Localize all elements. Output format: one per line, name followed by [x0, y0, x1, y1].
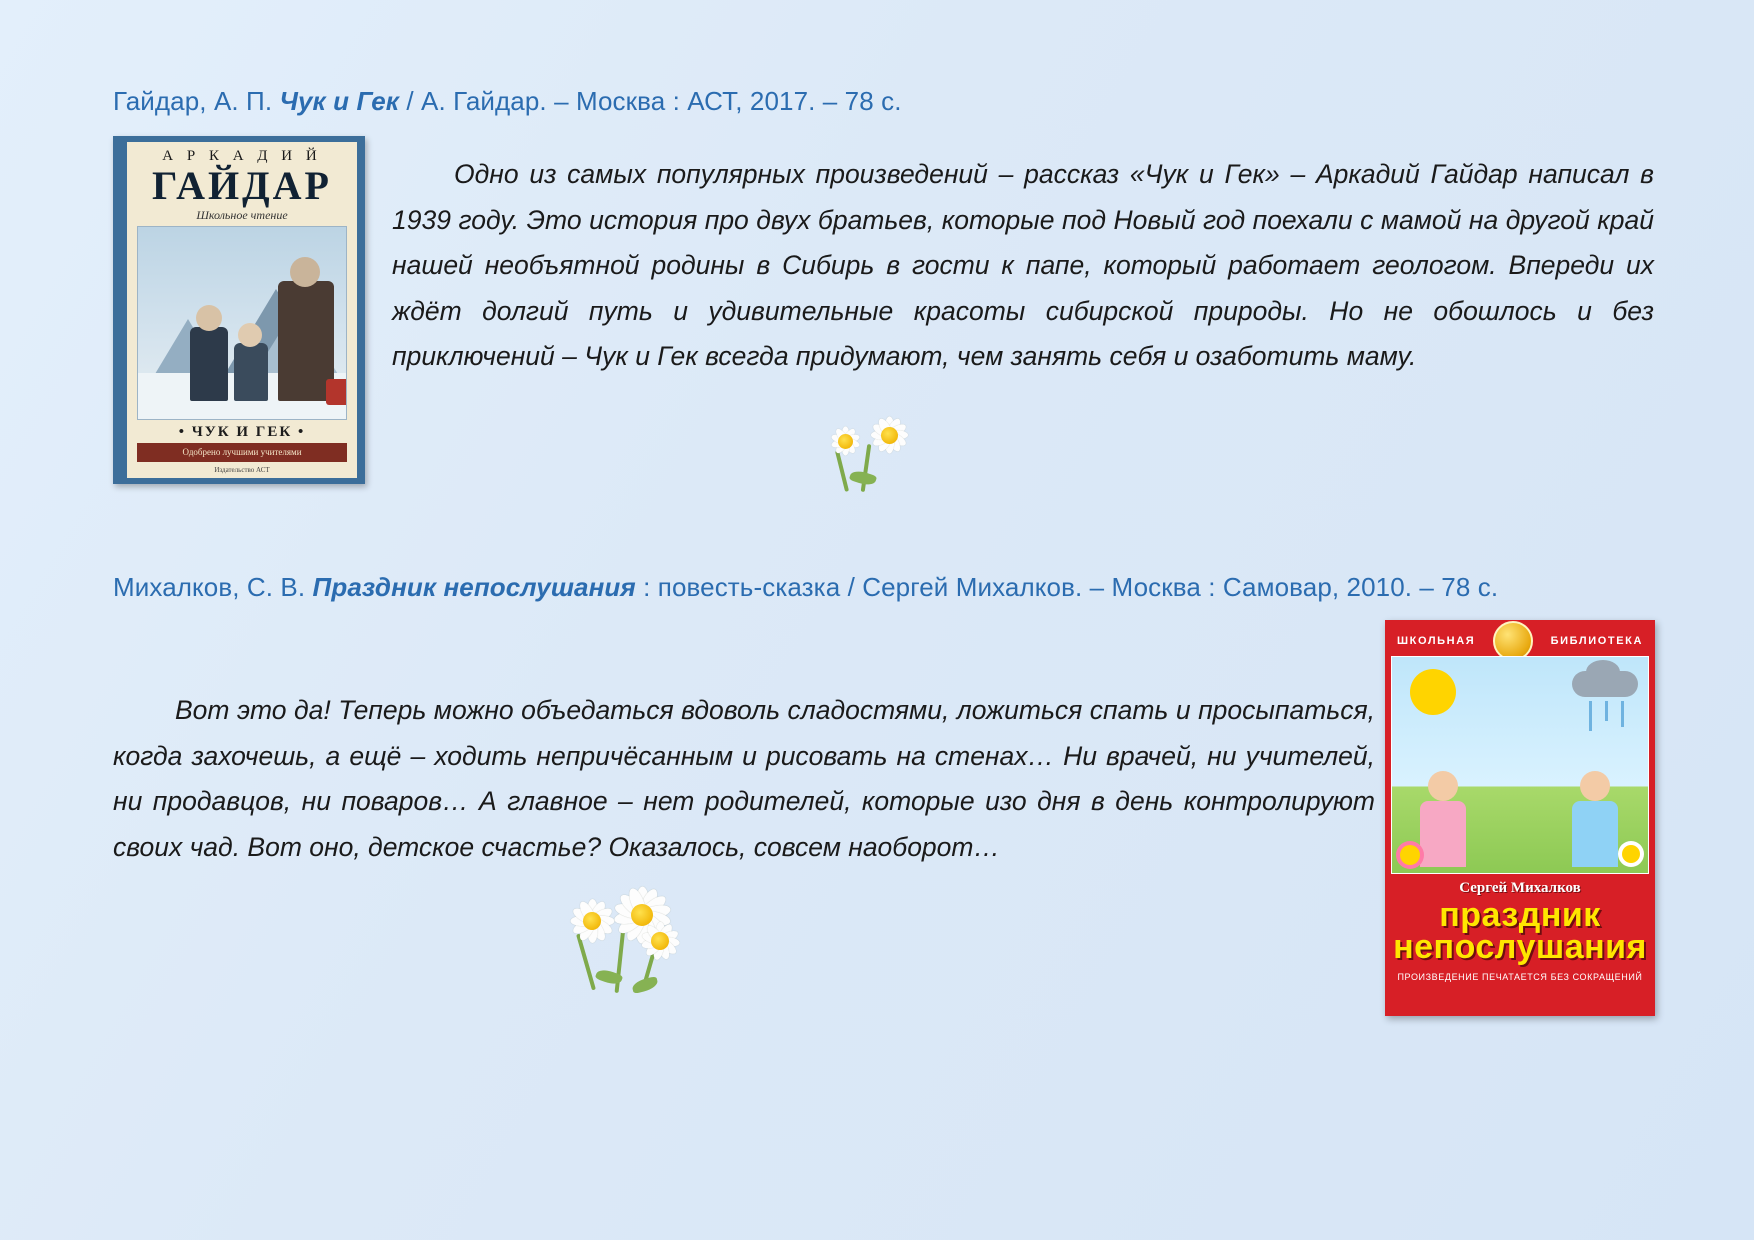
award-seal-icon [1493, 621, 1533, 661]
citation-imprint: / А. Гайдар. – Москва : АСТ, 2017. – 78 с. [399, 86, 902, 116]
cover-series-right: БИБЛИОТЕКА [1550, 635, 1643, 647]
annotation-text: Одно из самых популярных произведений – рассказ «Чук и Гек» – Аркадий Гайдар написал в 1939 году. Это история про двух братьев, которые под Новый год поехали с мамой на другой край нашей необъятной родины в Сибирь в гости к папе, который работает геологом. Впереди их ждёт долгий путь и удивительные красоты сибирской природы. Но не обошлось и без приключений – Чук и Гек всегда придумают, чем занять себя и озаботить маму. [392, 159, 1654, 372]
cover-illustration [137, 226, 347, 420]
book-citation-1 [113, 82, 1653, 121]
cover-footnote: ПРОИЗВЕДЕНИЕ ПЕЧАТАЕТСЯ БЕЗ СОКРАЩЕНИЙ [1397, 971, 1643, 982]
cover-band-title: • ЧУК И ГЕК • [178, 423, 306, 440]
daisy-icon [858, 404, 920, 466]
citation-author: Михалков, С. В. [113, 572, 306, 602]
cover-author-line: Сергей Михалков [1459, 880, 1581, 896]
cover-title-line-1: праздник [1439, 896, 1601, 934]
cover-series-left: ШКОЛЬНАЯ [1397, 635, 1476, 647]
book-cover-prazdnik-neposlushaniya [1385, 620, 1655, 1016]
citation-work-title: Праздник непослушания [312, 572, 636, 602]
cover-series-line: Школьное чтение [196, 208, 288, 222]
book-citation-2 [113, 568, 1673, 607]
cover-title-block [1391, 896, 1649, 967]
sun-icon [1410, 669, 1456, 715]
book-annotation-2 [113, 688, 1375, 870]
cover-title-line-2: непослушания [1393, 928, 1647, 967]
cover-illustration [1391, 656, 1649, 874]
girl-nurse-figure [1572, 771, 1618, 867]
citation-work-title: Чук и Гек [279, 86, 400, 116]
cover-title-line: ГАЙДАР [152, 163, 332, 208]
book-cover-chuk-i-gek [113, 136, 365, 484]
daisy-icon [628, 909, 692, 973]
cover-approval-stamp: Одобрено лучшими учителями [137, 443, 347, 462]
cover-publisher: Издательство АСТ [214, 466, 270, 474]
annotation-text: Вот это да! Теперь можно объедаться вдоволь сладостями, ложиться спать и просыпаться, когда захочешь, а ещё – ходить непричёсанным и рисовать на стенах… Ни врачей, ни учителей, ни продавцов, ни поваров… А главное – нет родителей, которые изо дня в день контролируют своих чад. Вот оно, детское счастье? Оказалось, совсем наоборот… [113, 695, 1375, 862]
book-annotation-1 [392, 152, 1654, 380]
daisy-flowers-top [810, 400, 928, 496]
citation-author: Гайдар, А. П. [113, 86, 273, 116]
girl-painting-figure [1420, 771, 1466, 867]
cover-author-line: А Р К А Д И Й [162, 148, 322, 164]
cloud-icon [1572, 671, 1638, 697]
daisy-flowers-bottom [540, 875, 710, 1000]
citation-imprint: : повесть-сказка / Сергей Михалков. – Москва : Самовар, 2010. – 78 с. [635, 572, 1499, 602]
